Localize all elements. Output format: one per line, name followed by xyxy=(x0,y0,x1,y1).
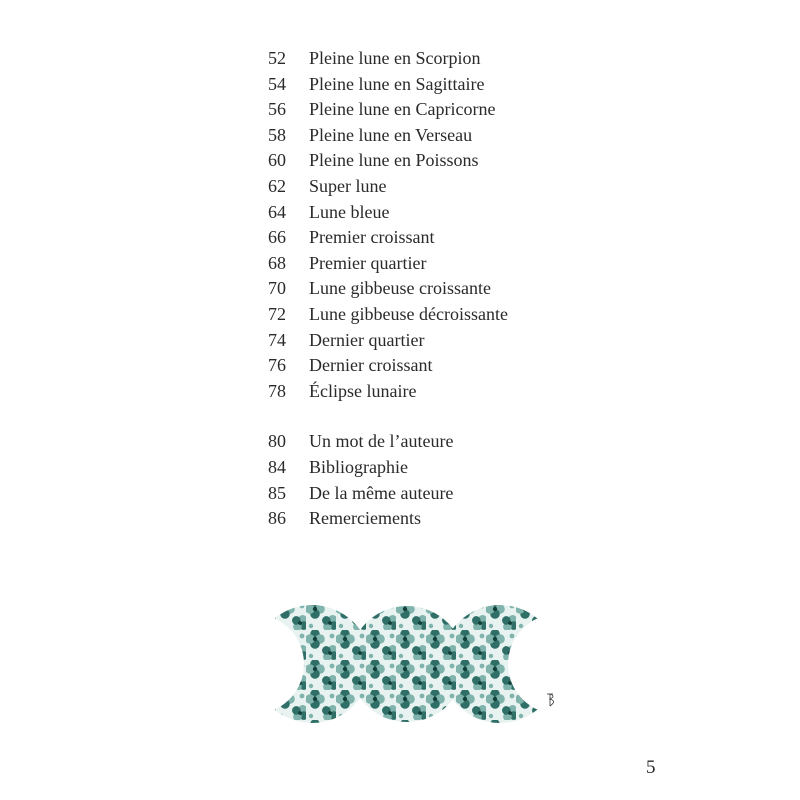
toc-entry[interactable] xyxy=(268,506,628,532)
toc-page-number: 80 xyxy=(268,431,286,452)
toc-entry-title: Dernier croissant xyxy=(309,355,433,376)
toc-entry-title: Bibliographie xyxy=(309,456,408,477)
toc-entry-title: Pleine lune en Capricorne xyxy=(309,99,496,120)
toc-page-number: 86 xyxy=(268,508,286,529)
toc-entry[interactable] xyxy=(268,200,628,226)
toc-entry[interactable] xyxy=(268,302,628,328)
toc-entry[interactable] xyxy=(268,174,628,200)
toc-page-number: 84 xyxy=(268,456,286,477)
toc-entry[interactable] xyxy=(268,97,628,123)
toc-entry-title: Premier quartier xyxy=(309,252,427,273)
toc-entry[interactable] xyxy=(268,353,628,379)
toc-page-number: 72 xyxy=(268,303,286,324)
toc-entry[interactable] xyxy=(268,328,628,354)
toc-page-number: 56 xyxy=(268,99,286,120)
toc-page-number: 76 xyxy=(268,355,286,376)
toc-entry-title: Super lune xyxy=(309,175,387,196)
toc-entry[interactable] xyxy=(268,379,628,405)
waning-crescent-moon xyxy=(246,600,566,730)
toc-entry-title: Pleine lune en Scorpion xyxy=(309,48,481,68)
toc-entry[interactable] xyxy=(268,251,628,277)
table-of-contents xyxy=(268,46,628,532)
toc-page-number: 85 xyxy=(268,482,286,503)
toc-entry-title: De la même auteure xyxy=(309,482,454,503)
toc-entry[interactable] xyxy=(268,148,628,174)
toc-entry-title: Pleine lune en Poissons xyxy=(309,150,479,171)
toc-page-number: 68 xyxy=(268,252,286,273)
toc-entry[interactable] xyxy=(268,276,628,302)
toc-page-number: 66 xyxy=(268,227,286,248)
toc-entry-title: Lune gibbeuse croissante xyxy=(309,278,491,299)
toc-page-number: 78 xyxy=(268,380,286,401)
toc-entry[interactable] xyxy=(268,455,628,481)
toc-entry[interactable] xyxy=(268,429,628,455)
toc-entry-title: Un mot de l’auteure xyxy=(309,431,454,452)
toc-page-number: 54 xyxy=(268,73,286,94)
toc-page-number: 64 xyxy=(268,201,286,222)
toc-group-lunar-phases xyxy=(268,46,628,404)
toc-entry-title: Éclipse lunaire xyxy=(309,380,417,401)
toc-entry[interactable] xyxy=(268,72,628,98)
toc-entry-title: Lune bleue xyxy=(309,201,390,222)
toc-entry[interactable] xyxy=(268,123,628,149)
toc-group-back-matter xyxy=(268,429,628,531)
toc-page-number: 60 xyxy=(268,150,286,171)
toc-page-number: 70 xyxy=(268,278,286,299)
toc-entry[interactable] xyxy=(268,481,628,507)
toc-entry-title: Pleine lune en Sagittaire xyxy=(309,73,485,94)
toc-entry[interactable] xyxy=(268,46,628,72)
toc-entry-title: Remerciements xyxy=(309,508,421,529)
toc-entry[interactable] xyxy=(268,225,628,251)
toc-entry-title: Pleine lune en Verseau xyxy=(309,124,473,145)
toc-entry-title: Premier croissant xyxy=(309,227,435,248)
toc-page-number: 74 xyxy=(268,329,286,350)
toc-page-number: 62 xyxy=(268,175,286,196)
toc-page-number: 52 xyxy=(268,48,286,68)
toc-entry-title: Lune gibbeuse décroissante xyxy=(309,303,508,324)
triple-moon-floral-emblem xyxy=(246,600,566,730)
toc-entry-title: Dernier quartier xyxy=(309,329,425,350)
toc-page-number: 58 xyxy=(268,124,286,145)
page-number: 5 xyxy=(646,757,656,778)
